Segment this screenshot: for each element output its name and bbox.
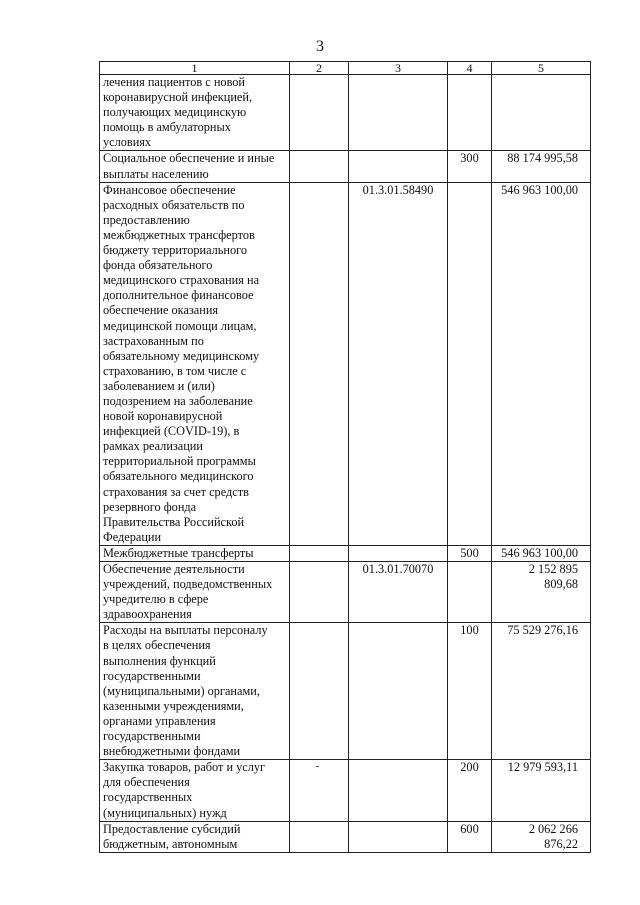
table-row xyxy=(100,75,591,151)
column-2-cell xyxy=(290,562,349,623)
expense-name-line: внебюджетными фондами xyxy=(103,744,241,759)
scan-mark xyxy=(316,766,319,767)
expense-name-line: помощь в амбулаторных xyxy=(103,120,231,135)
expense-name-cell xyxy=(100,182,290,545)
table-row xyxy=(100,151,591,182)
expense-name-cell xyxy=(100,75,290,151)
expense-name-line: Закупка товаров, работ и услуг xyxy=(103,760,266,775)
expense-name-line: новой коронавирусной xyxy=(103,409,223,424)
expense-name-line: фонда обязательного xyxy=(103,258,213,273)
expense-name-cell xyxy=(100,623,290,760)
column-number-5: 5 xyxy=(492,62,591,75)
expense-name-cell xyxy=(100,562,290,623)
expense-name-line: (муниципальных) нужд xyxy=(103,805,227,820)
table-row xyxy=(100,760,591,821)
expense-name-line: заболеванием и (или) xyxy=(103,378,215,393)
expense-name-cell xyxy=(100,821,290,852)
column-2-cell xyxy=(290,151,349,182)
table-row xyxy=(100,545,591,561)
expense-name-line: в целях обеспечения xyxy=(103,638,211,653)
expense-name-line: бюджетным, автономным xyxy=(103,836,238,851)
expense-type-code-cell: 300 xyxy=(448,151,492,182)
expense-type-code-cell xyxy=(448,182,492,545)
expense-name-line: медицинской помощи лицам, xyxy=(103,318,257,333)
expense-name-line: предоставлению xyxy=(103,212,190,227)
column-number-2: 2 xyxy=(290,62,349,75)
expense-type-code-cell: 200 xyxy=(448,760,492,821)
column-2-cell xyxy=(290,545,349,561)
expense-name-line: рамках реализации xyxy=(103,439,203,454)
expense-name-line: дополнительное финансовое xyxy=(103,288,254,303)
expense-name-line: государственными xyxy=(103,729,201,744)
expense-type-code-cell xyxy=(448,562,492,623)
expense-name-line: учреждений, подведомственных xyxy=(103,577,273,592)
column-number-row xyxy=(100,62,591,75)
expense-name-line: подозрением на заболевание xyxy=(103,393,253,408)
amount-cell: 12 979 593,11 xyxy=(492,760,591,821)
table-row xyxy=(100,821,591,852)
amount-cell: 88 174 995,58 xyxy=(492,151,591,182)
expense-name-line: здравоохранения xyxy=(103,607,192,622)
expense-name-line: Межбюджетные трансферты xyxy=(103,545,254,560)
column-number-1: 1 xyxy=(100,62,290,75)
expense-name-line: территориальной программы xyxy=(103,454,256,469)
expense-name-line: выплаты населению xyxy=(103,166,209,181)
expense-name-line: условиях xyxy=(103,135,152,150)
expense-name-line: органами управления xyxy=(103,713,216,728)
expense-name-line: Правительства Российской xyxy=(103,514,245,529)
expense-name-line: (муниципальными) органами, xyxy=(103,683,260,698)
expense-name-line: страхованию, в том числе с xyxy=(103,363,247,378)
expense-name-line: резервного фонда xyxy=(103,499,197,514)
column-number-3: 3 xyxy=(349,62,448,75)
expense-name-line: обязательному медицинскому xyxy=(103,348,260,363)
expense-name-line: обеспечение оказания xyxy=(103,303,219,318)
expense-name-line: казенными учреждениями, xyxy=(103,698,244,713)
target-article-code-cell xyxy=(349,545,448,561)
expense-name-line: государственных xyxy=(103,790,193,805)
target-article-code-cell xyxy=(349,623,448,760)
expense-name-cell xyxy=(100,151,290,182)
expense-name-line: учредителю в сфере xyxy=(103,592,209,607)
expense-name-line: государственными xyxy=(103,668,201,683)
expense-type-code-cell: 600 xyxy=(448,821,492,852)
expense-name-line: Обеспечение деятельности xyxy=(103,562,245,576)
expense-name-line: коронавирусной инфекцией, xyxy=(103,90,253,105)
table-row xyxy=(100,623,591,760)
amount-cell: 546 963 100,00 xyxy=(492,545,591,561)
amount-cell: 75 529 276,16 xyxy=(492,623,591,760)
budget-table xyxy=(99,61,591,853)
page-number: 3 xyxy=(316,38,324,55)
amount-cell: 2 152 895 809,68 xyxy=(492,562,591,623)
column-2-cell xyxy=(290,821,349,852)
expense-type-code-cell: 500 xyxy=(448,545,492,561)
amount-cell: 546 963 100,00 xyxy=(492,182,591,545)
expense-name-line: для обеспечения xyxy=(103,775,190,790)
expense-name-line: получающих медицинскую xyxy=(103,105,247,120)
expense-name-line: расходных обязательств по xyxy=(103,197,245,212)
expense-name-line: застрахованным по xyxy=(103,333,204,348)
target-article-code-cell: 01.3.01.70070 xyxy=(349,562,448,623)
column-number-4: 4 xyxy=(448,62,492,75)
expense-name-line: выполнения функций xyxy=(103,653,216,668)
expense-name-line: страхования за счет средств xyxy=(103,484,249,499)
budget-table-body xyxy=(100,62,591,853)
target-article-code-cell xyxy=(349,75,448,151)
column-2-cell xyxy=(290,182,349,545)
expense-name-line: бюджету территориального xyxy=(103,243,248,258)
expense-name-line: Социальное обеспечение и иные xyxy=(103,151,275,166)
table-row xyxy=(100,562,591,623)
expense-name-line: Федерации xyxy=(103,529,162,544)
table-row xyxy=(100,182,591,545)
expense-name-line: инфекцией (COVID-19), в xyxy=(103,424,240,439)
target-article-code-cell xyxy=(349,821,448,852)
expense-name-line: межбюджетных трансфертов xyxy=(103,227,255,242)
expense-type-code-cell: 100 xyxy=(448,623,492,760)
expense-name-line: обязательного медицинского xyxy=(103,469,254,484)
expense-type-code-cell xyxy=(448,75,492,151)
column-2-cell xyxy=(290,760,349,821)
amount-cell: 2 062 266 876,22 xyxy=(492,821,591,852)
expense-name-line: Предоставление субсидий xyxy=(103,821,241,836)
target-article-code-cell xyxy=(349,151,448,182)
target-article-code-cell xyxy=(349,760,448,821)
expense-name-cell xyxy=(100,760,290,821)
expense-name-line: медицинского страхования на xyxy=(103,273,260,288)
column-2-cell xyxy=(290,75,349,151)
column-2-cell xyxy=(290,623,349,760)
target-article-code-cell: 01.3.01.58490 xyxy=(349,182,448,545)
expense-name-line: лечения пациентов с новой xyxy=(103,75,246,89)
amount-cell xyxy=(492,75,591,151)
expense-name-line: Расходы на выплаты персоналу xyxy=(103,623,268,638)
expense-name-line: Финансовое обеспечение xyxy=(103,182,236,197)
expense-name-cell xyxy=(100,545,290,561)
